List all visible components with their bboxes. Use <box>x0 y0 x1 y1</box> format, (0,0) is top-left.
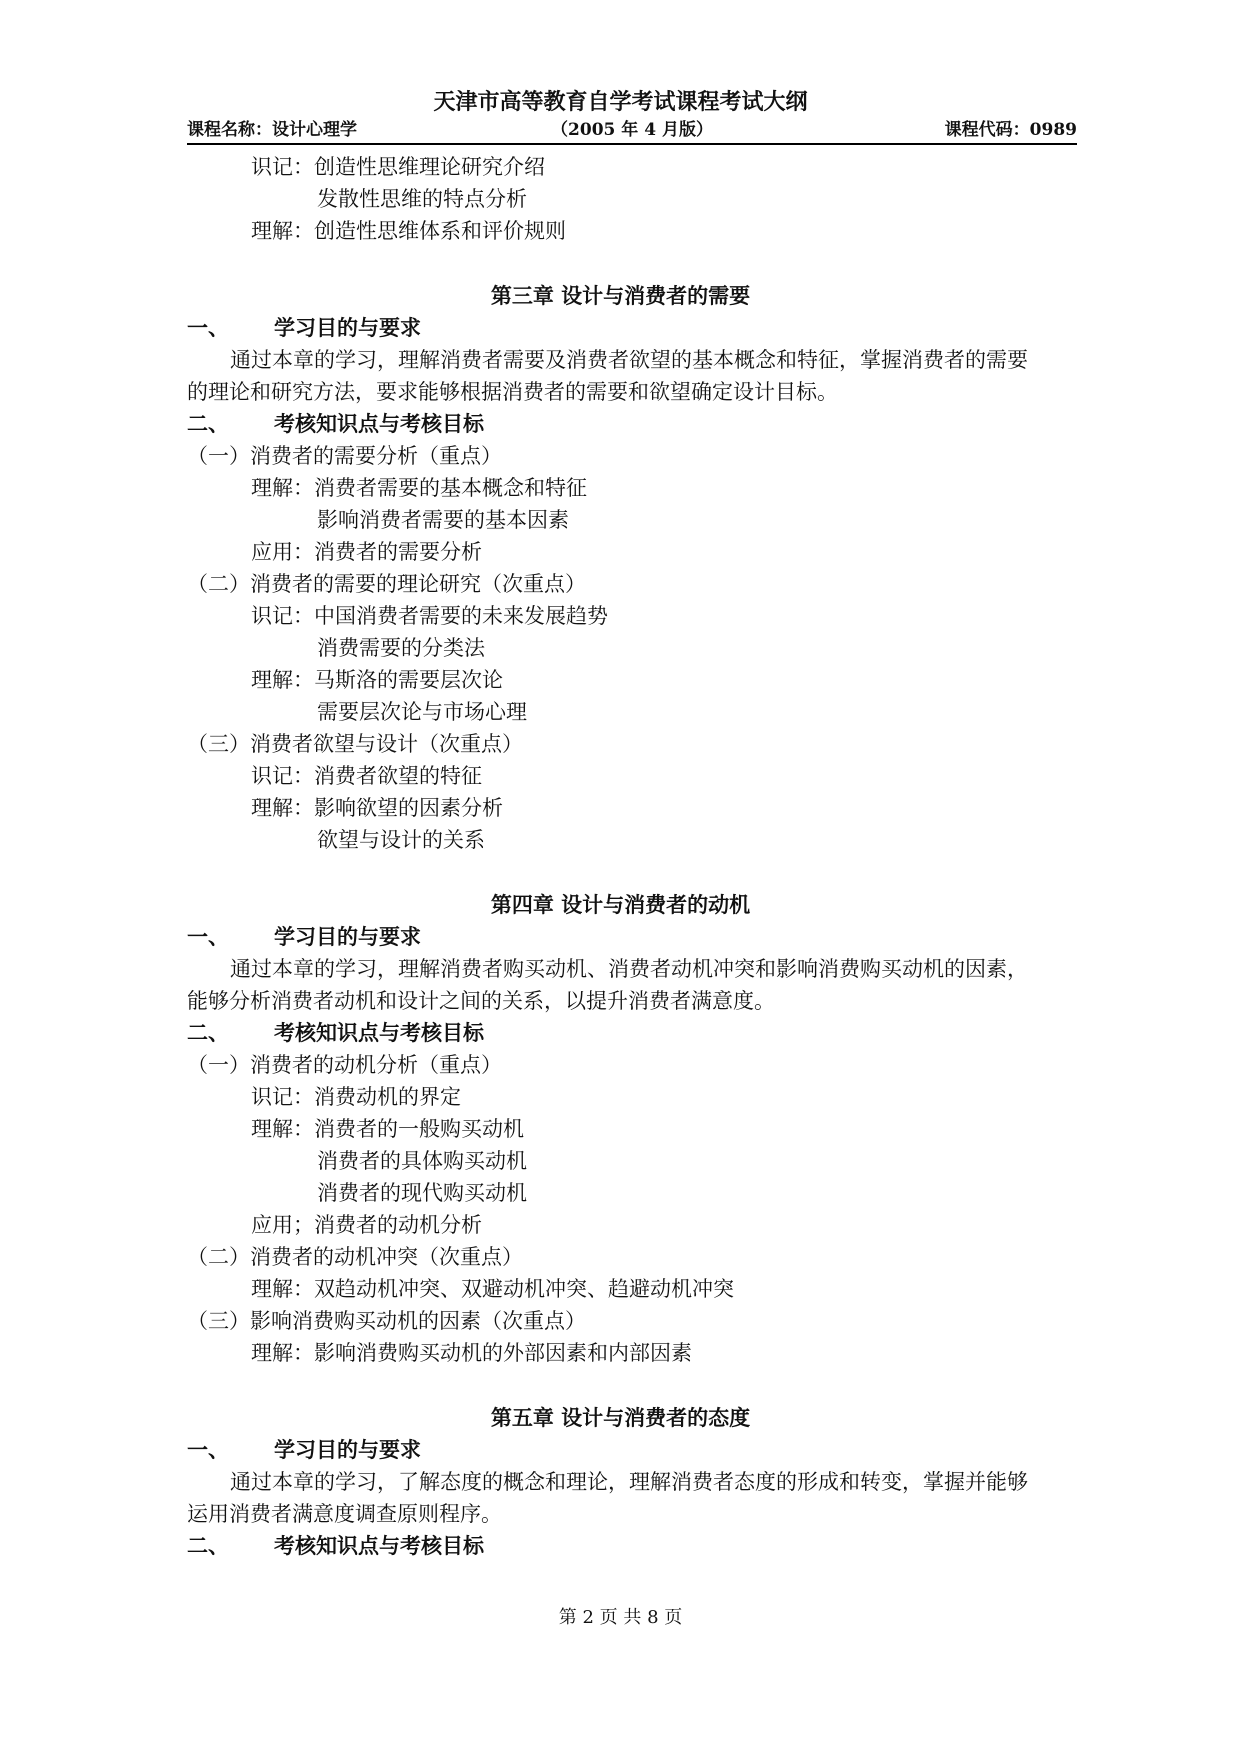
ch3-item-2-line-a: 识记：中国消费者需要的未来发展趋势 <box>251 604 608 628</box>
ch5-paragraph-line-1: 通过本章的学习，了解态度的概念和理论，理解消费者态度的形成和转变，掌握并能够 <box>230 1470 1028 1494</box>
ch4-item-1-line-a: 识记：消费动机的界定 <box>251 1085 461 1109</box>
ch4-item-1: （一）消费者的动机分析（重点） <box>187 1053 502 1077</box>
ch5-section-1-heading <box>187 1435 421 1465</box>
ch3-item-1-line-b: 影响消费者需要的基本因素 <box>317 508 569 532</box>
ch3-item-2-line-b: 消费需要的分类法 <box>317 636 485 660</box>
course-code: 课程代码：0989 <box>944 120 1077 140</box>
ch3-item-2-line-c: 理解：马斯洛的需要层次论 <box>251 668 503 692</box>
ch4-item-3: （三）影响消费购买动机的因素（次重点） <box>187 1309 586 1333</box>
ch4-item-1-line-b: 理解：消费者的一般购买动机 <box>251 1117 524 1141</box>
ch4-item-3-line-a: 理解：影响消费购买动机的外部因素和内部因素 <box>251 1341 692 1365</box>
ch4-item-1-line-c: 消费者的具体购买动机 <box>317 1149 527 1173</box>
header-divider <box>187 143 1077 145</box>
ch5-section-1-number: 一、 <box>187 1437 229 1462</box>
ch3-section-2-heading <box>187 409 484 439</box>
ch4-item-2: （二）消费者的动机冲突（次重点） <box>187 1245 523 1269</box>
ch3-item-1: （一）消费者的需要分析（重点） <box>187 444 502 468</box>
ch3-item-2: （二）消费者的需要的理论研究（次重点） <box>187 572 586 596</box>
ch3-item-3-line-c: 欲望与设计的关系 <box>317 828 485 852</box>
ch3-section-2-number: 二、 <box>187 411 229 436</box>
ch5-paragraph-line-2: 运用消费者满意度调查原则程序。 <box>187 1502 502 1526</box>
ch3-paragraph-line-2: 的理论和研究方法，要求能够根据消费者的需要和欲望确定设计目标。 <box>187 380 838 404</box>
ch4-item-2-line-a: 理解：双趋动机冲突、双避动机冲突、趋避动机冲突 <box>251 1277 734 1301</box>
chapter-3-title: 第三章 设计与消费者的需要 <box>490 283 751 308</box>
page-number: 第 2 页 共 8 页 <box>558 1607 683 1628</box>
intro-line-3: 理解：创造性思维体系和评价规则 <box>251 219 566 243</box>
ch3-item-2-line-d: 需要层次论与市场心理 <box>317 700 527 724</box>
ch4-section-1-number: 一、 <box>187 924 229 949</box>
chapter-4-title: 第四章 设计与消费者的动机 <box>490 892 751 917</box>
ch4-item-1-line-e: 应用；消费者的动机分析 <box>251 1213 482 1237</box>
ch5-section-2-heading <box>187 1531 484 1561</box>
ch4-item-1-line-d: 消费者的现代购买动机 <box>317 1181 527 1205</box>
ch3-item-1-line-a: 理解：消费者需要的基本概念和特征 <box>251 476 587 500</box>
ch3-item-1-line-c: 应用：消费者的需要分析 <box>251 540 482 564</box>
intro-line-1: 识记：创造性思维理论研究介绍 <box>251 155 545 179</box>
document-title: 天津市高等教育自学考试课程考试大纲 <box>433 89 808 115</box>
intro-line-2: 发散性思维的特点分析 <box>317 187 527 211</box>
ch3-item-3: （三）消费者欲望与设计（次重点） <box>187 732 523 756</box>
ch4-section-2-heading <box>187 1018 484 1048</box>
ch5-section-2-title: 考核知识点与考核目标 <box>274 1533 484 1558</box>
ch3-section-1-heading <box>187 313 421 343</box>
ch4-paragraph-line-2: 能够分析消费者动机和设计之间的关系，以提升消费者满意度。 <box>187 989 775 1013</box>
ch3-item-3-line-a: 识记：消费者欲望的特征 <box>251 764 482 788</box>
edition-label: （2005 年 4 月版） <box>551 120 713 140</box>
chapter-5-title: 第五章 设计与消费者的态度 <box>490 1405 751 1430</box>
ch4-section-2-title: 考核知识点与考核目标 <box>274 1020 484 1045</box>
ch4-section-1-heading <box>187 922 421 952</box>
ch3-item-3-line-b: 理解：影响欲望的因素分析 <box>251 796 503 820</box>
ch5-section-2-number: 二、 <box>187 1533 229 1558</box>
course-name: 课程名称：设计心理学 <box>187 120 357 140</box>
ch4-section-1-title: 学习目的与要求 <box>274 924 421 949</box>
ch5-section-1-title: 学习目的与要求 <box>274 1437 421 1462</box>
ch4-section-2-number: 二、 <box>187 1020 229 1045</box>
header-row <box>187 117 1077 143</box>
ch3-section-1-number: 一、 <box>187 315 229 340</box>
ch3-section-2-title: 考核知识点与考核目标 <box>274 411 484 436</box>
ch4-paragraph-line-1: 通过本章的学习，理解消费者购买动机、消费者动机冲突和影响消费购买动机的因素， <box>230 957 1028 981</box>
ch3-paragraph-line-1: 通过本章的学习，理解消费者需要及消费者欲望的基本概念和特征，掌握消费者的需要 <box>230 348 1028 372</box>
ch3-section-1-title: 学习目的与要求 <box>274 315 421 340</box>
